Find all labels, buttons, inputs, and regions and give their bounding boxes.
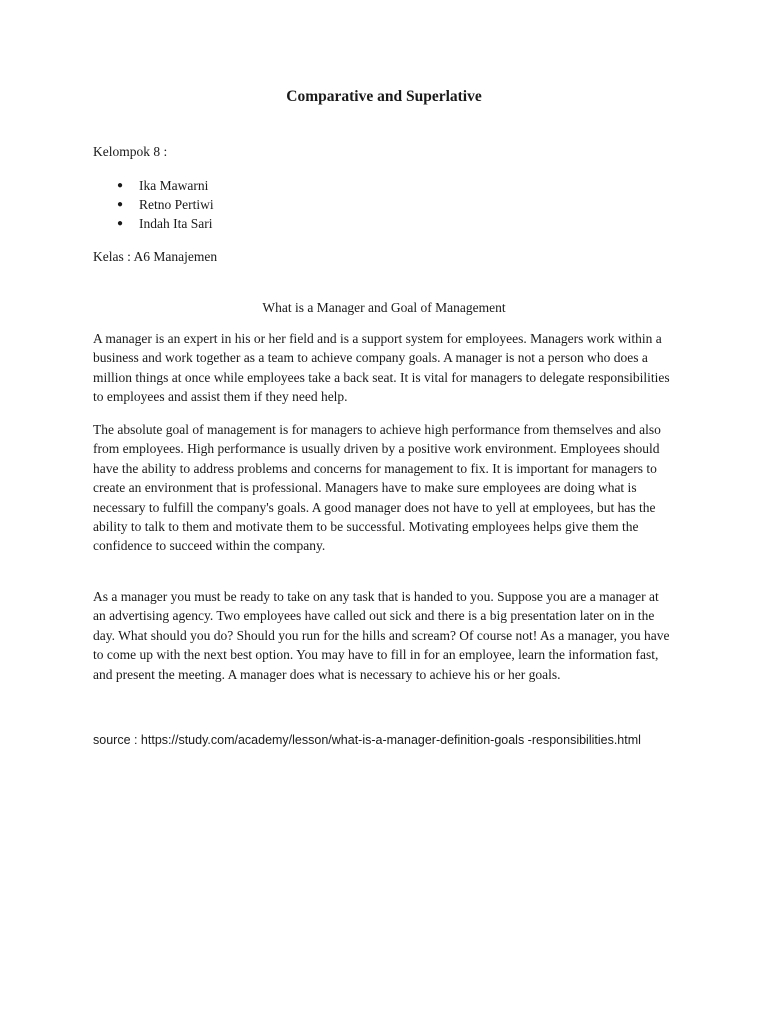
document-title: Comparative and Superlative xyxy=(286,88,482,105)
member-name: Ika Mawarni xyxy=(139,178,209,193)
bullet-icon: ● xyxy=(117,218,124,229)
section-title: What is a Manager and Goal of Management xyxy=(262,300,506,315)
list-item xyxy=(93,195,214,214)
bullet-icon: ● xyxy=(117,180,124,191)
paragraph-3: As a manager you must be ready to take on any task that is handed to you. Suppose you are a manager at an advertising agency. Two employees have called out sick and there is a big presentation later on in the day. What should you do? Should you run for the hills and scream? Of course not! As a manager, you have to come up with the next best option. You may have to fill in for an employee, learn the information fast, and present the meeting. A manager does what is necessary to achieve his or her goals. xyxy=(93,589,670,682)
bullet-icon: ● xyxy=(117,199,124,210)
member-name: Retno Pertiwi xyxy=(139,197,214,212)
list-item xyxy=(93,176,214,195)
group-label: Kelompok 8 : xyxy=(93,144,168,159)
class-label: Kelas : A6 Manajemen xyxy=(93,249,218,264)
member-list xyxy=(93,176,214,233)
paragraph-1: A manager is an expert in his or her field and is a support system for employees. Managers work within a business and work together as a team to achieve company goals. A manager is not a person who does a million things at once while employees take a back seat. It is vital for managers to delegate responsibilities to employees and assist them if they need help. xyxy=(93,331,670,405)
list-item xyxy=(93,214,214,233)
paragraph-2: The absolute goal of management is for managers to achieve high performance from themselves and also from employees. High performance is usually driven by a positive work environment. Employees should have the ability to address problems and concerns for management to fix. It is important for managers to create an environment that is professional. Managers have to make sure employees are doing what is necessary to fulfill the company's goals. A good manager does not have to yell at employees, but has the ability to talk to them and motivate them to be successful. Motivating employees helps give them the confidence to succeed within the company. xyxy=(93,422,661,554)
source-citation: source : https://study.com/academy/lesson/what-is-a-manager-definition-goals -responsibilities.html xyxy=(93,733,641,747)
member-name: Indah Ita Sari xyxy=(139,216,213,231)
